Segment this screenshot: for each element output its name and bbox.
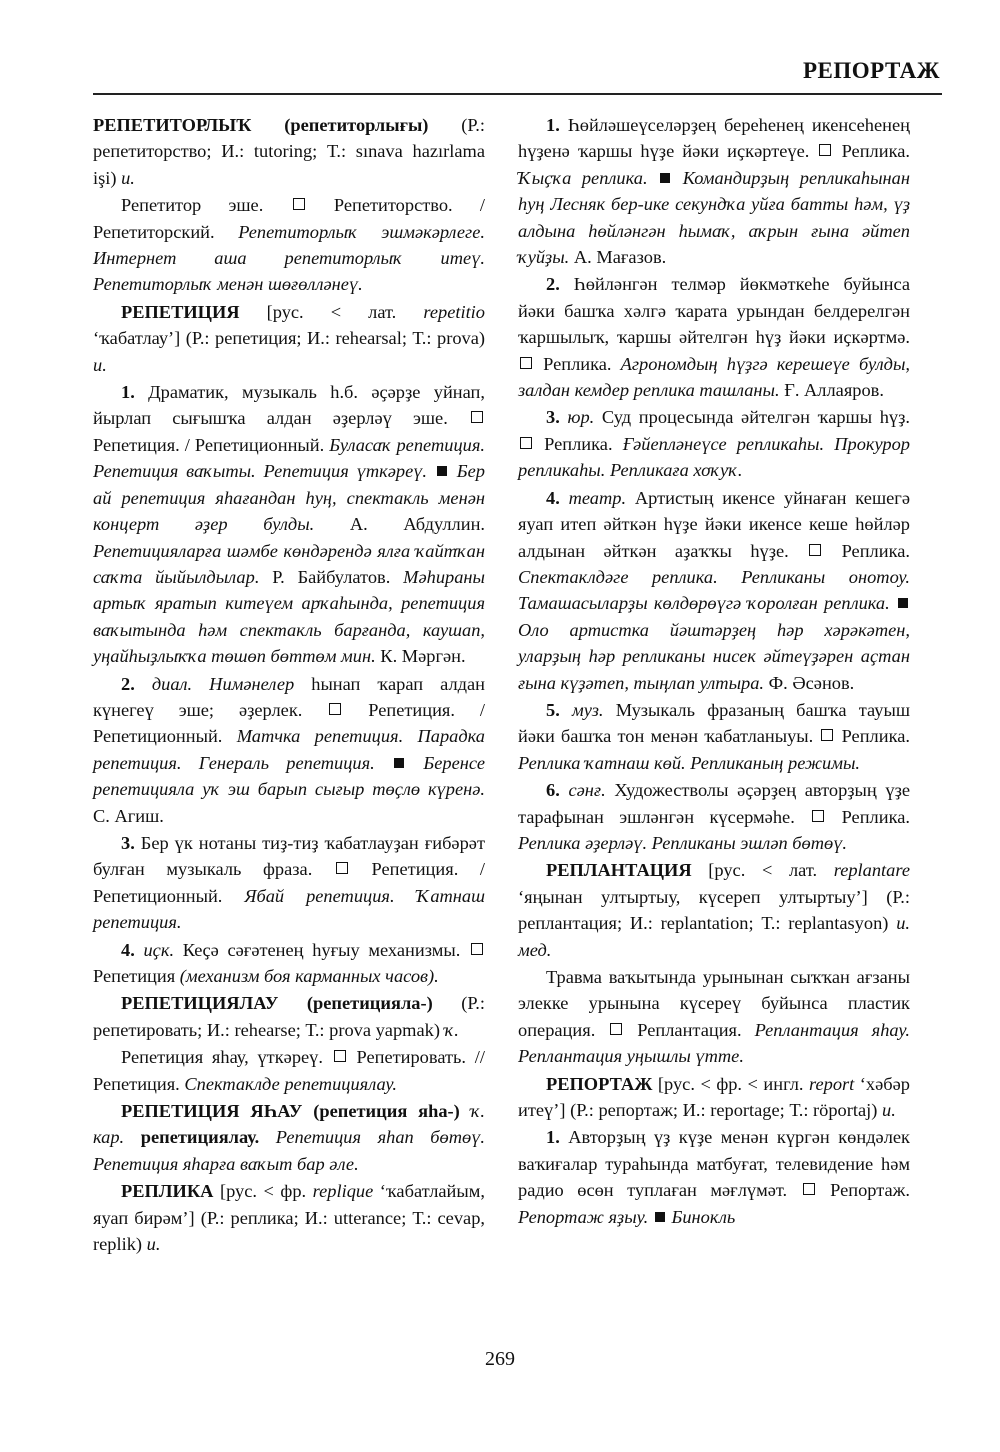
dictionary-paragraph: [93, 112, 485, 191]
hollow-square-icon: [471, 411, 483, 423]
text-run: Художестволы әҫәрҙең авторҙың үҙе тарафынан эшләнгән күсермәһе.: [518, 780, 910, 827]
text-run: Реплика.: [823, 540, 910, 561]
text-run: [560, 700, 572, 720]
dictionary-paragraph: [93, 937, 485, 990]
text-run: Репетировать. // Репетиция.: [93, 1047, 485, 1094]
italic-text: Ҡыҫҡа реплика.: [518, 167, 648, 188]
hollow-square-icon: [336, 862, 348, 874]
dictionary-paragraph: [93, 192, 485, 298]
text-run: [449, 461, 457, 481]
text-run: Һөйләшеүселәрҙең береһенең икенсеһенең һүҙенә ҡаршы һүҙе йәки иҫкәртеүе.: [518, 115, 910, 162]
bold-text: 4.: [121, 939, 135, 960]
text-run: [259, 1127, 276, 1147]
text-run: Реплика.: [534, 433, 623, 454]
italic-text: Ғәйепләнеүсе репликаһы. Прокурор репликаһы. Репликаға хоҡуҡ.: [518, 433, 910, 481]
dictionary-paragraph: [518, 404, 910, 483]
headword: РЕПЕТИЦИЯ: [121, 301, 240, 322]
header-rule: [93, 93, 942, 95]
text-run: Репетиция. / Репетиционный.: [93, 859, 486, 906]
italic-text: Бер ай репетиция яһағандан һуң, спектакль менән концерт әҙер булды.: [93, 461, 485, 535]
dictionary-paragraph: [518, 112, 910, 270]
text-run: [192, 674, 209, 694]
headword: РЕПЛИКА: [121, 1181, 214, 1202]
italic-text: ҡ. кар.: [93, 1101, 485, 1148]
text-run: Репетиция яһау, үткәреү.: [121, 1047, 332, 1068]
italic-text: сәнғ.: [568, 780, 606, 801]
text-run: Реплика.: [833, 141, 910, 162]
text-run: Музыкаль фразаның башҡа тауыш йәки башҡа тон менән ҡабатланыуы.: [518, 699, 910, 747]
page-number: 269: [485, 1348, 515, 1370]
hollow-square-icon: [329, 703, 341, 715]
text-run: (Р.: репетиторство; И.: tutoring; Т.: sınava hazırlama işi): [93, 115, 486, 188]
italic-text: Оло артистка йәштәрҙең һәр хәрәкәтен, уларҙың һәр репликаны нисек әйтеүҙәрен аҫтан ғына күҙәтеп, тыңлап ултыра.: [518, 619, 910, 693]
text-run: А. Абдуллин.: [314, 514, 486, 535]
text-run: Реплика.: [534, 353, 621, 374]
bold-text: 3.: [546, 407, 560, 428]
dictionary-paragraph: [518, 271, 910, 403]
headword: РЕПЕТИТОРЛЫҠ (репетиторлығы): [93, 115, 429, 135]
dictionary-paragraph: [93, 830, 485, 936]
italic-text: Нимәнелер: [209, 673, 295, 694]
bold-text: 1.: [546, 1127, 560, 1148]
text-run: ‘яңынан ултыртыу, күсереп ултыртыу’] (Р.: реплантация; И.: replantation; Т.: replantasyon): [518, 886, 910, 934]
italic-text: и.: [146, 1234, 161, 1255]
dictionary-paragraph: [93, 1044, 485, 1097]
italic-text: и.: [121, 167, 135, 188]
left-column: [93, 112, 485, 1257]
text-run: [460, 1101, 471, 1121]
italic-text: Репетицияларға шәмбе көндәрендә ялға ҡайтҡан саҡта йыйылдылар.: [93, 540, 485, 587]
bold-text: 2.: [121, 673, 135, 694]
hollow-square-icon: [293, 198, 305, 210]
dictionary-paragraph: [93, 990, 485, 1043]
hollow-square-icon: [819, 144, 831, 156]
text-run: Р. Байбулатов.: [259, 566, 404, 587]
italic-text: Реплика әҙерләү. Репликаны эшләп бөтөү.: [518, 832, 847, 853]
text-run: һынап ҡарап алдан күнегеү эше; әҙерлек.: [93, 673, 485, 720]
hollow-square-icon: [610, 1023, 622, 1035]
hollow-square-icon: [803, 1183, 815, 1195]
text-run: Репетиция. / Репетиционный.: [93, 699, 486, 747]
hollow-square-icon: [821, 729, 833, 741]
headword: РЕПЕТИЦИЯ ЯҺАУ (репетиция яһа-): [121, 1101, 460, 1122]
text-run: [560, 488, 569, 508]
text-run: Травма ваҡытында урынынан сыҡҡан ағзаны элекке урынына күсереү буйынса пластик операция.: [518, 967, 910, 1040]
italic-text: муз.: [572, 699, 604, 720]
text-run: Репетиторство. / Репетиторский.: [93, 195, 485, 242]
text-run: Репетиция: [93, 966, 180, 986]
headword: РЕПЕТИЦИЯЛАУ (репетицияла-): [121, 993, 433, 1014]
hollow-square-icon: [520, 437, 532, 449]
text-run: Драматик, музыкаль һ.б. әҫәрҙе уйнап, йырлап сығышҡа алдан әҙерләү эше.: [93, 382, 485, 429]
italic-text: repetitio: [423, 301, 485, 322]
italic-text: Мәһираны артыҡ яратып китеүем арҡаһында, репетиция ваҡытында һәм спектакль барғанда, каушап, уңайһыҙлыҡҡа төшөп бөттөм мин.: [93, 566, 485, 667]
italic-text: Репетиторлыҡ эшмәкәрлеге. Интернет аша репетиторлыҡ итеү. Репетиторлыҡ менән шөғөлләнеү.: [93, 221, 485, 295]
italic-text: Агрономдың һүҙгә керешеүе булды, залдан кемдер реплика ташланы.: [518, 353, 910, 401]
italic-text: Бинокль: [671, 1206, 736, 1227]
text-run: [124, 1127, 141, 1147]
bold-text: 5.: [546, 699, 560, 720]
headword: РЕПОРТАЖ: [546, 1073, 653, 1094]
text-run: Реплика.: [835, 726, 910, 747]
italic-text: и.: [882, 1100, 896, 1121]
italic-text: диал.: [151, 673, 193, 694]
text-run: [рус. < лат.: [239, 301, 424, 322]
text-run: Реплантация.: [624, 1019, 755, 1040]
text-run: [648, 168, 659, 188]
italic-text: театр.: [568, 487, 627, 508]
bold-text: 6.: [546, 780, 560, 801]
bold-text: 3.: [121, 832, 135, 853]
bold-text: 1.: [121, 382, 135, 403]
italic-text: Командирҙың репликаһынан һуң Лесняк бер-ике секундҡа уйға батты һәм, үҙ алдына һөйләнгән һымаҡ, аҡрын ғына әйтеп ҡуйҙы.: [518, 167, 910, 268]
text-run: Репетитор эше.: [121, 195, 291, 216]
italic-text: replique: [312, 1181, 374, 1202]
headword: РЕПЛАНТАЦИЯ: [546, 860, 692, 881]
text-run: С. Агиш.: [93, 805, 164, 826]
text-run: Ғ. Аллаяров.: [779, 380, 884, 401]
dictionary-paragraph: [518, 857, 910, 963]
text-run: ‘ҡабатлау’] (Р.: репетиция; И.: rehearsal; Т.: prova): [93, 328, 485, 349]
italic-text: Реплантация яһау. Реплантация уңышлы үтте.: [518, 1019, 910, 1067]
text-run: Һөйләнгән телмәр йөкмәткеһе буйынса йәки башҡа хәлгә ҡарата урындан белдерелгән ҡаршылыҡ, ҡаршы әйтелгән һүҙ йәки иҫкәртмә.: [518, 274, 910, 348]
dictionary-paragraph: [518, 1071, 910, 1124]
bold-text: 4.: [546, 487, 560, 508]
bold-text: репетициялау.: [140, 1127, 260, 1148]
italic-text: replantare: [833, 860, 910, 881]
italic-text: Репортаж яҙыу.: [518, 1206, 649, 1227]
text-run: Авторҙың үҙ күҙе менән күргән көндәлек ваҡиғалар тураһында матбуғат, телевидение һәм радио өсөн туплаған мәғлүмәт.: [518, 1127, 910, 1201]
text-run: Репортаж.: [816, 1180, 910, 1201]
black-square-icon: [394, 758, 404, 768]
text-run: (Р.: репетировать; И.: rehearse; Т.: prova yapmak): [93, 993, 485, 1040]
dictionary-paragraph: [93, 1178, 485, 1257]
italic-text: Буласаҡ репетиция. Репетиция ваҡыты. Репетиция үткәреү.: [93, 434, 485, 482]
black-square-icon: [660, 173, 670, 183]
dictionary-paragraph: [518, 697, 910, 776]
italic-text: report: [809, 1073, 855, 1094]
dictionary-paragraph: [93, 379, 485, 669]
text-run: Репетиция. / Репетиционный.: [93, 434, 330, 455]
italic-text: иҫк.: [143, 939, 175, 960]
italic-text: и.: [93, 354, 107, 375]
text-run: А. Мағазов.: [569, 247, 667, 268]
dictionary-paragraph: [518, 964, 910, 1070]
hollow-square-icon: [809, 544, 821, 556]
italic-text: Спектаклде репетициялау.: [184, 1073, 398, 1094]
text-run: Реплика.: [826, 806, 910, 827]
italic-text: Спектаклдәге реплика. Репликаны онотоу. Тамашасыларҙы көлдөрөүгә ҡоролған реплика.: [518, 566, 910, 614]
text-run: ‘хәбәр итеү’] (Р.: репортаж; И.: reportage; Т.: röportaj): [518, 1073, 911, 1121]
italic-text: (механизм боя карманных часов).: [179, 966, 439, 986]
text-run: [рус. < фр.: [213, 1181, 313, 1202]
italic-text: ҡ.: [444, 1019, 459, 1040]
text-run: [427, 461, 435, 481]
dictionary-paragraph: [93, 1098, 485, 1177]
text-run: [375, 753, 392, 773]
hollow-square-icon: [812, 810, 824, 822]
black-square-icon: [437, 466, 447, 476]
italic-text: Ябай репетиция. Ҡатнаш репетиция.: [93, 885, 485, 933]
hollow-square-icon: [520, 357, 532, 369]
text-run: К. Мәргән.: [375, 646, 466, 667]
text-run: [648, 1207, 653, 1227]
text-run: Ф. Әсәнов.: [764, 672, 855, 693]
italic-text: Репетиция яһап бөтөү. Репетиция яһарға ваҡыт бар әле.: [93, 1127, 485, 1174]
text-run: Суд процесында әйтелгән ҡаршы һүҙ.: [594, 407, 910, 428]
hollow-square-icon: [471, 943, 483, 955]
black-square-icon: [898, 598, 908, 608]
italic-text: юр.: [567, 407, 595, 428]
text-run: [рус. < лат.: [691, 860, 834, 881]
text-run: Артистың икенсе уйнаған кешегә яуап итеп әйткән һүҙе йәки икенсе кеше һөйләр алдынан әйткән аҙаҡҡы һүҙе.: [518, 487, 910, 561]
text-run: [рус. < фр. < ингл.: [652, 1073, 809, 1094]
text-run: [135, 674, 152, 694]
running-head: РЕПОРТАЖ: [802, 58, 940, 83]
black-square-icon: [655, 1212, 665, 1222]
text-run: Кеҫә сәғәтенең һуғыу механизмы.: [174, 939, 469, 960]
text-run: ‘ҡабатлайым, яуап бирәм’] (Р.: реплика; И.: utterance; Т.: cevap, replik): [93, 1181, 485, 1255]
text-run: Бер үк нотаны тиҙ-тиҙ ҡабатлауҙан ғибәрәт булған музыкаль фраза.: [93, 832, 485, 880]
right-column: [518, 112, 910, 1230]
italic-text: и. мед.: [518, 913, 910, 960]
italic-text: Беренсе репетицияла уҡ эш барып сығыр төҫлө күренә.: [93, 752, 485, 800]
text-run: [406, 753, 423, 773]
bold-text: 2.: [546, 274, 560, 295]
dictionary-paragraph: [93, 671, 485, 829]
bold-text: 1.: [546, 115, 560, 135]
dictionary-paragraph: [518, 777, 910, 856]
dictionary-paragraph: [518, 485, 910, 696]
text-run: [672, 168, 683, 188]
italic-text: Матчка репетиция. Парадка репетиция. Генераль репетиция.: [93, 726, 485, 773]
text-run: [890, 593, 896, 613]
dictionary-paragraph: [518, 1124, 910, 1230]
hollow-square-icon: [334, 1050, 346, 1062]
italic-text: Реплика ҡатнаш көй. Репликаның режимы.: [518, 752, 861, 773]
dictionary-paragraph: [93, 299, 485, 378]
